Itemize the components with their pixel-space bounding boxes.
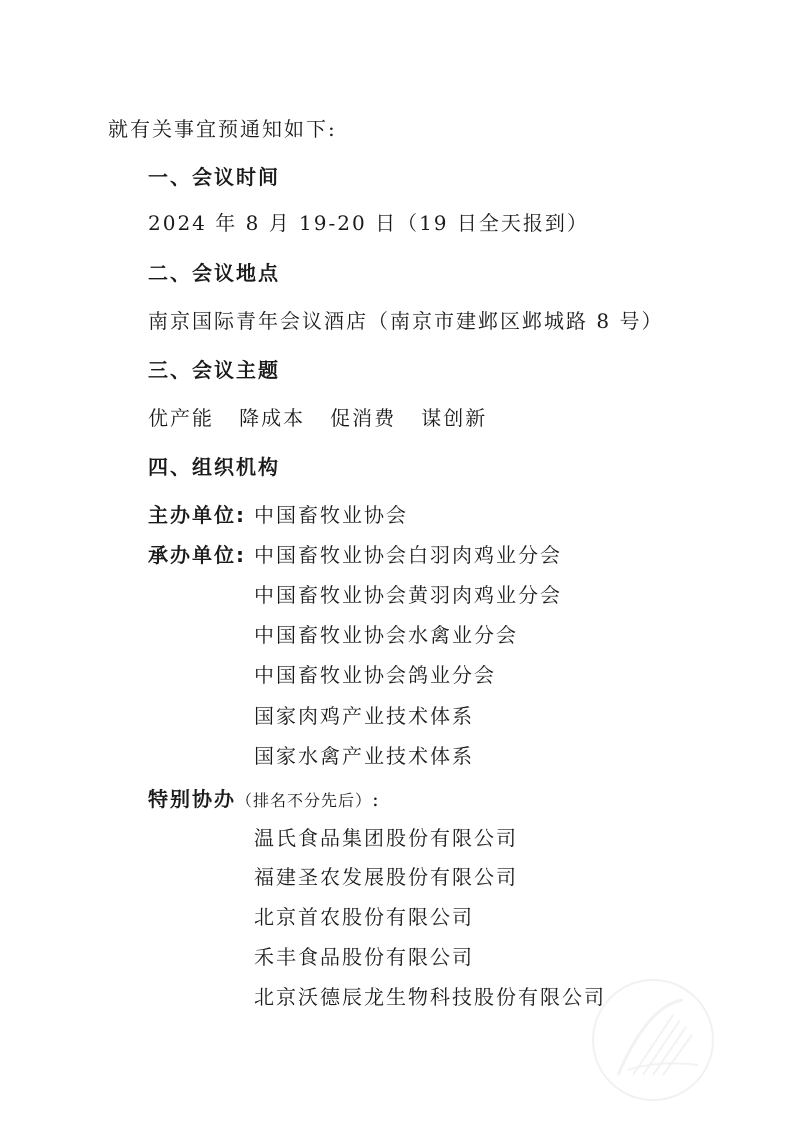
co-organizer-label: 特别协办 <box>148 787 236 811</box>
host-name: 中国畜牧业协会 <box>254 503 408 527</box>
section-theme-heading: 三、会议主题 <box>148 358 280 382</box>
co-organizer-note: （排名不分先后） <box>236 791 373 810</box>
organizer-label: 承办单位: <box>148 543 246 567</box>
organizer-item: 国家水禽产业技术体系 <box>254 744 474 768</box>
organizer-item: 中国畜牧业协会白羽肉鸡业分会 <box>254 543 562 567</box>
co-organizer-heading <box>148 786 381 814</box>
organizer-item: 国家肉鸡产业技术体系 <box>254 704 474 728</box>
section-theme-text: 优产能 降成本 促消费 谋创新 <box>148 406 488 430</box>
host-label: 主办单位: <box>148 503 246 527</box>
organizer-item: 中国畜牧业协会水禽业分会 <box>254 623 518 647</box>
section-location-heading: 二、会议地点 <box>148 261 280 285</box>
co-organizer-colon: : <box>372 787 381 811</box>
co-organizer-item: 禾丰食品股份有限公司 <box>254 945 474 969</box>
co-organizer-item: 温氏食品集团股份有限公司 <box>254 826 518 850</box>
co-organizer-item: 北京首农股份有限公司 <box>254 905 474 929</box>
association-logo-watermark-icon <box>588 975 718 1105</box>
co-organizer-item: 北京沃德辰龙生物科技股份有限公司 <box>254 985 606 1009</box>
co-organizer-item: 福建圣农发展股份有限公司 <box>254 865 518 889</box>
section-location-text: 南京国际青年会议酒店（南京市建邺区邺城路 8 号） <box>148 309 664 333</box>
section-time-text: 2024 年 8 月 19-20 日（19 日全天报到） <box>148 211 589 235</box>
section-time-heading: 一、会议时间 <box>148 165 280 189</box>
organizer-item: 中国畜牧业协会黄羽肉鸡业分会 <box>254 583 562 607</box>
section-organization-heading: 四、组织机构 <box>148 455 280 479</box>
organizer-item: 中国畜牧业协会鸽业分会 <box>254 663 496 687</box>
intro-text: 就有关事宜预通知如下: <box>108 117 337 141</box>
